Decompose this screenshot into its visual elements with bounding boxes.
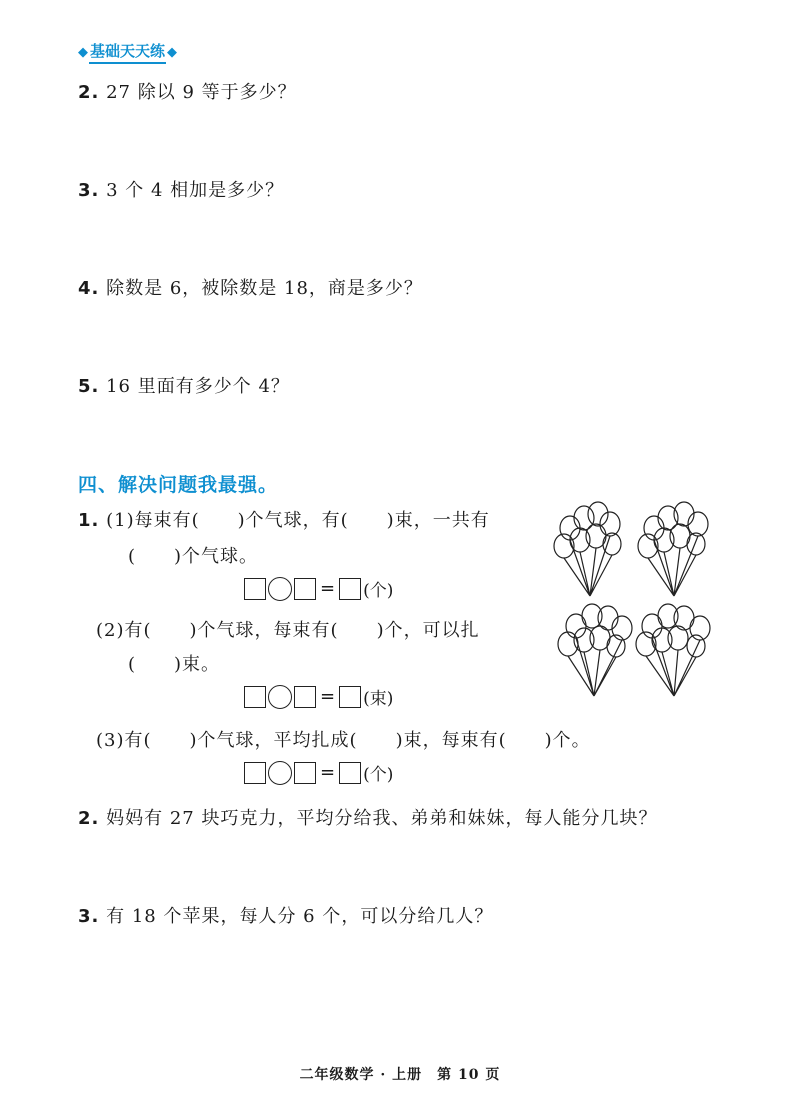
question-text: 有 18 个苹果，每人分 6 个，可以分给几人？ <box>106 906 494 927</box>
answer-box[interactable] <box>339 578 361 600</box>
answer-box[interactable] <box>339 686 361 708</box>
answer-box[interactable] <box>294 686 316 708</box>
problem-2 <box>78 804 657 830</box>
header-title: 基础天天练 <box>89 40 166 64</box>
equals-sign: = <box>320 578 336 599</box>
balloons-illustration <box>548 500 720 710</box>
operator-circle[interactable] <box>268 685 292 709</box>
question-4 <box>78 274 423 300</box>
question-number: 2. <box>78 808 100 829</box>
problem-3 <box>78 902 493 928</box>
question-text: 27 除以 9 等于多少？ <box>106 82 297 103</box>
question-number: 2. <box>78 82 100 103</box>
question-number: 3. <box>78 906 100 927</box>
question-3 <box>78 176 284 202</box>
problem-1-part3-line1: (3)有( )个气球，平均扎成( )束，每束有( )个。 <box>96 730 591 751</box>
section-title: 四、解决问题我最强。 <box>78 474 279 496</box>
page-footer: 二年级数学 · 上册 第 10 页 <box>299 1067 501 1083</box>
balloon-bunch-icon <box>638 502 708 596</box>
question-number: 3. <box>78 180 100 201</box>
equation-1 <box>244 576 393 601</box>
answer-box[interactable] <box>244 762 266 784</box>
problem-1-part1-line1 <box>78 506 490 532</box>
question-number: 5. <box>78 376 100 397</box>
problem-1-part2-line2: ( )束。 <box>128 654 221 675</box>
equals-sign: = <box>320 762 336 783</box>
section-header <box>78 40 177 64</box>
question-text: 3 个 4 相加是多少？ <box>106 180 285 201</box>
balloon-bunch-icon <box>636 604 710 696</box>
answer-box[interactable] <box>244 578 266 600</box>
operator-circle[interactable] <box>268 761 292 785</box>
answer-box[interactable] <box>339 762 361 784</box>
diamond-icon: ◆ <box>167 44 178 60</box>
unit-label: (束) <box>363 689 394 709</box>
operator-circle[interactable] <box>268 577 292 601</box>
equals-sign: = <box>320 686 336 707</box>
question-number: 4. <box>78 278 100 299</box>
question-text: 16 里面有多少个 4？ <box>106 376 290 397</box>
question-number: 1. <box>78 510 100 531</box>
answer-box[interactable] <box>244 686 266 708</box>
question-text: (1)每束有( )个气球，有( )束，一共有 <box>106 510 490 531</box>
unit-label: (个) <box>363 765 394 785</box>
answer-box[interactable] <box>294 762 316 784</box>
unit-label: (个) <box>363 581 394 601</box>
diamond-icon: ◆ <box>78 44 88 60</box>
answer-box[interactable] <box>294 578 316 600</box>
question-text: 妈妈有 27 块巧克力，平均分给我、弟弟和妹妹，每人能分几块？ <box>106 808 658 829</box>
balloon-bunch-icon <box>554 502 621 596</box>
equation-2 <box>244 684 393 709</box>
question-2 <box>78 78 297 104</box>
question-text: 除数是 6，被除数是 18，商是多少？ <box>106 278 423 299</box>
problem-1-part2-line1: (2)有( )个气球，每束有( )个，可以扎 <box>96 620 480 641</box>
problem-1-part1-line2: ( )个气球。 <box>128 546 259 567</box>
equation-3 <box>244 760 393 785</box>
question-5 <box>78 372 290 398</box>
balloon-bunch-icon <box>558 604 632 696</box>
